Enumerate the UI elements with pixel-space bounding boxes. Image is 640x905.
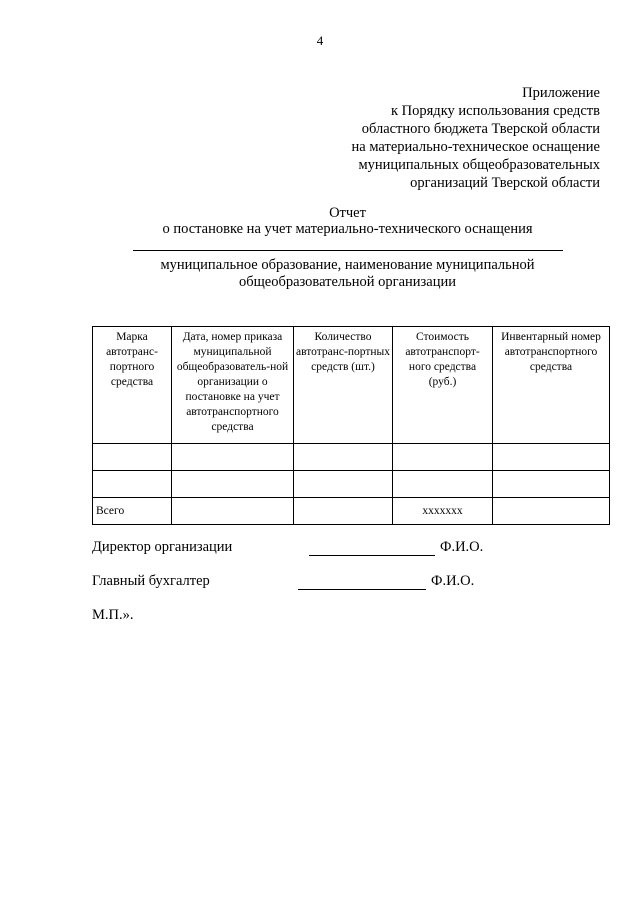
appendix-line: областного бюджета Тверской области	[361, 121, 600, 137]
report-title: Отчет	[329, 205, 366, 221]
table-cell	[294, 498, 393, 525]
accountant-name: Ф.И.О.	[431, 573, 475, 589]
accountant-signature-line	[298, 589, 426, 590]
table-cell	[294, 444, 393, 471]
fill-in-line	[133, 250, 563, 251]
total-label: Всего	[93, 498, 172, 525]
table-cell	[493, 471, 610, 498]
director-signature-line	[309, 555, 435, 556]
total-cost-placeholder: ххххххх	[393, 498, 493, 525]
table-cell	[393, 444, 493, 471]
table-cell	[493, 498, 610, 525]
table-cell	[172, 498, 294, 525]
caption-line: общеобразовательной организации	[238, 274, 456, 290]
report-table	[92, 326, 610, 525]
appendix-line: к Порядку использования средств	[391, 103, 600, 119]
caption-line: муниципальное образование, наименование муниципальной	[160, 257, 535, 273]
accountant-label: Главный бухгалтер	[92, 573, 210, 589]
table-total-row	[93, 498, 610, 525]
header-order-date-number: Дата, номер приказа муниципальной общеобразователь-ной организации о постановке на учет автотранспортного средства	[172, 327, 294, 444]
table-cell	[493, 444, 610, 471]
table-cell	[93, 444, 172, 471]
stamp-placeholder: М.П.».	[92, 607, 134, 623]
table-header-row	[93, 327, 610, 444]
table-cell	[393, 471, 493, 498]
header-vehicle-count: Количество автотранс-портных средств (шт.)	[294, 327, 393, 444]
header-inventory-number: Инвентарный номер автотранспортного средства	[493, 327, 610, 444]
appendix-line: Приложение	[522, 85, 600, 101]
fill-in-caption	[130, 257, 565, 291]
table-row	[93, 444, 610, 471]
director-label: Директор организации	[92, 539, 233, 555]
header-vehicle-brand: Марка автотранс-портного средства	[93, 327, 172, 444]
table-cell	[93, 471, 172, 498]
appendix-line: на материально-техническое оснащение	[351, 139, 600, 155]
director-name: Ф.И.О.	[440, 539, 484, 555]
appendix-line: организаций Тверской области	[410, 175, 600, 191]
table-cell	[294, 471, 393, 498]
appendix-line: муниципальных общеобразовательных	[358, 157, 600, 173]
page-number: 4	[316, 33, 324, 48]
table-row	[93, 471, 610, 498]
appendix-block	[300, 84, 600, 192]
table-cell	[172, 444, 294, 471]
header-vehicle-cost: Стоимость автотранспорт-ного средства (руб.)	[393, 327, 493, 444]
table-cell	[172, 471, 294, 498]
report-subtitle: о постановке на учет материально-технического оснащения	[162, 221, 533, 237]
